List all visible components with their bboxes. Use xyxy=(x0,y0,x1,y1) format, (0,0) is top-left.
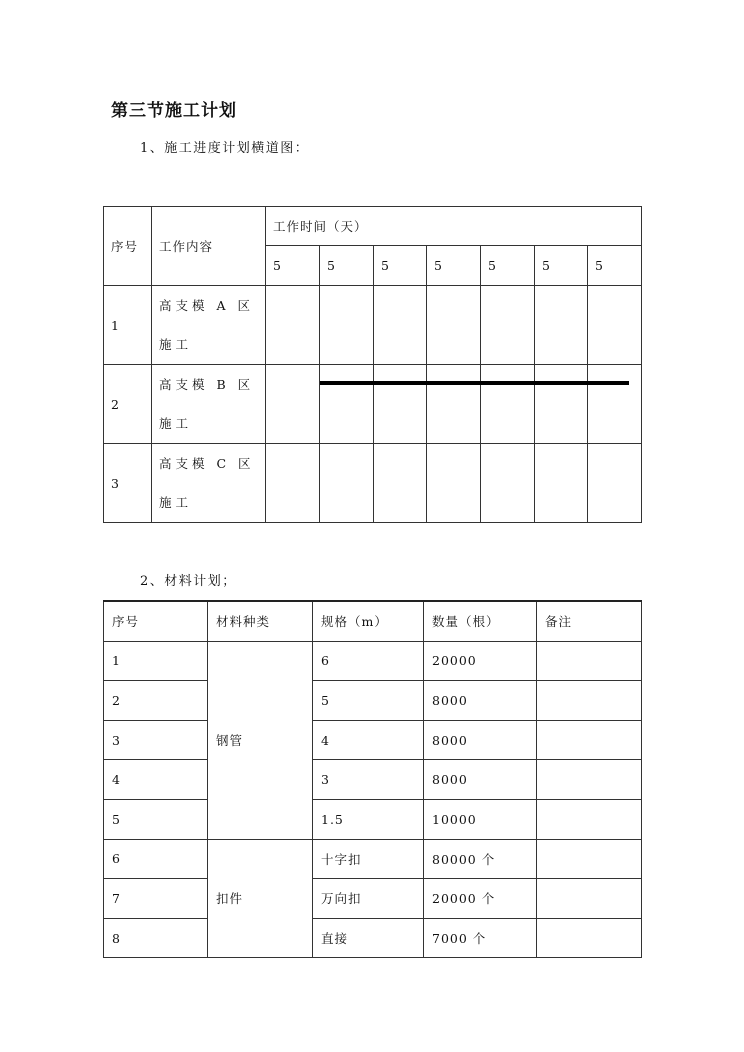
material-type: 扣件 xyxy=(208,839,313,958)
material-spec: 4 xyxy=(313,720,424,760)
gantt-bar xyxy=(320,381,629,385)
material-spec: 6 xyxy=(313,641,424,681)
period-cell xyxy=(374,286,427,365)
period-header: 5 xyxy=(374,246,427,286)
material-note xyxy=(537,879,642,919)
row-content: 高支模 C 区施工 xyxy=(152,444,266,523)
material-qty: 8000 xyxy=(424,720,537,760)
material-note xyxy=(537,760,642,800)
row-content: 高支模 A 区施工 xyxy=(152,286,266,365)
materials-header: 备注 xyxy=(537,601,642,641)
material-seq: 6 xyxy=(104,839,208,879)
period-cell xyxy=(588,365,642,444)
period-header: 5 xyxy=(266,246,320,286)
materials-header-row xyxy=(104,601,642,641)
material-note xyxy=(537,839,642,879)
materials-row xyxy=(104,641,642,681)
period-cell xyxy=(427,365,481,444)
materials-row xyxy=(104,720,642,760)
material-note xyxy=(537,799,642,839)
material-note xyxy=(537,641,642,681)
material-type: 钢管 xyxy=(208,641,313,839)
period-header: 5 xyxy=(535,246,588,286)
header-work-time: 工作时间（天） xyxy=(266,207,642,246)
material-spec: 万向扣 xyxy=(313,879,424,919)
period-cell xyxy=(320,286,374,365)
material-seq: 3 xyxy=(104,720,208,760)
materials-header: 材料种类 xyxy=(208,601,313,641)
material-spec: 1.5 xyxy=(313,799,424,839)
period-cell xyxy=(266,365,320,444)
material-seq: 7 xyxy=(104,879,208,919)
period-cell xyxy=(588,444,642,523)
materials-header: 数量（根） xyxy=(424,601,537,641)
materials-row xyxy=(104,681,642,721)
section-heading: 第三节施工计划 xyxy=(111,101,237,121)
period-header: 5 xyxy=(588,246,642,286)
material-qty: 20000 个 xyxy=(424,879,537,919)
materials-row xyxy=(104,879,642,919)
material-seq: 4 xyxy=(104,760,208,800)
gantt-row xyxy=(104,444,642,523)
gantt-row xyxy=(104,365,642,444)
material-seq: 1 xyxy=(104,641,208,681)
gantt-title: 1、施工进度计划横道图： xyxy=(140,141,310,156)
materials-header: 序号 xyxy=(104,601,208,641)
period-cell xyxy=(535,286,588,365)
period-header: 5 xyxy=(481,246,535,286)
material-qty: 8000 xyxy=(424,760,537,800)
material-seq: 8 xyxy=(104,918,208,958)
gantt-table xyxy=(103,206,642,523)
materials-row xyxy=(104,799,642,839)
material-seq: 5 xyxy=(104,799,208,839)
row-seq: 2 xyxy=(104,365,152,444)
gantt-row xyxy=(104,286,642,365)
period-cell xyxy=(481,444,535,523)
period-cell xyxy=(535,365,588,444)
period-cell xyxy=(266,444,320,523)
header-seq: 序号 xyxy=(104,207,152,286)
period-cell xyxy=(374,444,427,523)
materials-header: 规格（m） xyxy=(313,601,424,641)
header-content: 工作内容 xyxy=(152,207,266,286)
material-qty: 80000 个 xyxy=(424,839,537,879)
period-cell xyxy=(588,286,642,365)
period-cell xyxy=(374,365,427,444)
material-spec: 十字扣 xyxy=(313,839,424,879)
period-header: 5 xyxy=(320,246,374,286)
period-cell xyxy=(320,444,374,523)
material-note xyxy=(537,918,642,958)
material-seq: 2 xyxy=(104,681,208,721)
materials-row xyxy=(104,918,642,958)
period-cell xyxy=(535,444,588,523)
materials-table xyxy=(103,600,642,958)
period-cell xyxy=(481,365,535,444)
row-seq: 3 xyxy=(104,444,152,523)
period-cell xyxy=(481,286,535,365)
materials-row xyxy=(104,760,642,800)
period-header: 5 xyxy=(427,246,481,286)
material-spec: 3 xyxy=(313,760,424,800)
materials-row xyxy=(104,839,642,879)
material-note xyxy=(537,681,642,721)
period-cell xyxy=(266,286,320,365)
row-seq: 1 xyxy=(104,286,152,365)
period-cell xyxy=(320,365,374,444)
material-note xyxy=(537,720,642,760)
period-cell xyxy=(427,286,481,365)
material-spec: 直接 xyxy=(313,918,424,958)
material-qty: 7000 个 xyxy=(424,918,537,958)
material-qty: 8000 xyxy=(424,681,537,721)
row-content: 高支模 B 区施工 xyxy=(152,365,266,444)
materials-title: 2、材料计划； xyxy=(140,574,237,589)
material-spec: 5 xyxy=(313,681,424,721)
material-qty: 20000 xyxy=(424,641,537,681)
period-cell xyxy=(427,444,481,523)
material-qty: 10000 xyxy=(424,799,537,839)
